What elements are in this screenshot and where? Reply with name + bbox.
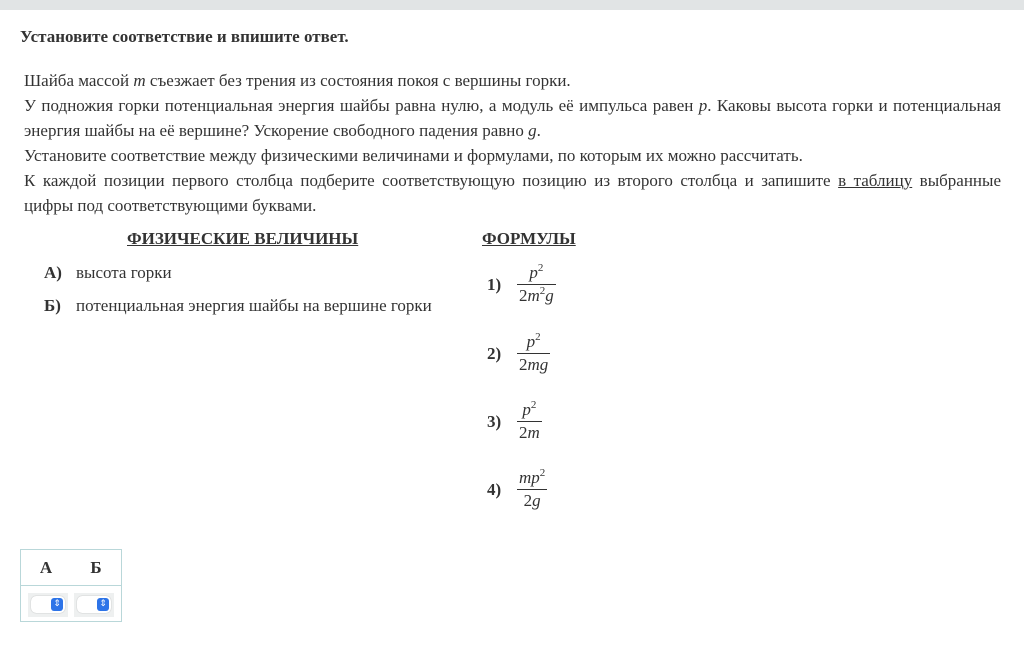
- answer-table-header: [21, 550, 121, 586]
- answer-column-b: Б: [90, 558, 102, 577]
- problem-statement: [24, 68, 1001, 218]
- quantity-label: Б): [44, 296, 61, 315]
- numerator-var: p: [522, 400, 531, 419]
- exponent: 2: [537, 262, 544, 274]
- text: Шайба массой: [24, 71, 134, 90]
- coef: 2: [523, 491, 533, 510]
- quantity-item-a: [44, 263, 172, 283]
- text: К каждой позиции первого столбца подберите соответствующую позицию из второго столбца и запишите: [24, 171, 839, 190]
- answer-cell-a: [28, 593, 68, 617]
- exponent: 2: [539, 285, 546, 297]
- formula-item-2: [487, 332, 550, 375]
- answer-cell-b: [74, 593, 114, 617]
- select-chevron-icon: ⇕: [51, 598, 63, 611]
- statement-line-3: [24, 143, 1001, 168]
- formula-item-1: [487, 263, 556, 306]
- numerator: [517, 468, 547, 489]
- quantity-label: А): [44, 263, 62, 282]
- numerator-var: p: [529, 263, 538, 282]
- formula-fraction: [517, 332, 550, 375]
- formula-fraction: [517, 400, 542, 443]
- physical-quantities-header: ФИЗИЧЕСКИЕ ВЕЛИЧИНЫ: [127, 229, 359, 248]
- coef: 2: [519, 423, 528, 442]
- formula-fraction: [517, 468, 547, 511]
- numerator: [520, 400, 538, 421]
- exponent: 2: [535, 331, 541, 343]
- top-bar: [0, 0, 1024, 10]
- text: выбранные цифры под соответствующими буквами.: [24, 171, 1001, 215]
- task-title: Установите соответствие и впишите ответ.: [20, 27, 349, 46]
- formulas-header: ФОРМУЛЫ: [482, 229, 576, 248]
- text: съезжает без трения из состояния покоя с вершины горки.: [145, 71, 571, 90]
- statement-line-4: [24, 168, 1001, 218]
- answer-select-b[interactable]: [77, 596, 111, 613]
- formula-number: 1): [487, 274, 502, 294]
- answer-column-a: А: [39, 558, 53, 577]
- formula-item-3: [487, 400, 542, 443]
- denominator: [517, 285, 556, 306]
- denominator: [517, 422, 542, 443]
- formula-number: 2): [487, 343, 502, 363]
- variable-p: p: [698, 96, 708, 115]
- coef: 2: [519, 355, 528, 374]
- denominator: [517, 354, 550, 375]
- variable-m: m: [133, 71, 146, 90]
- numerator-var: p: [526, 332, 536, 351]
- quantity-item-b: [44, 296, 432, 316]
- answer-table-inputs: [21, 586, 121, 623]
- quantity-text: высота горки: [76, 263, 172, 282]
- var: mg: [527, 355, 549, 374]
- formula-item-4: [487, 468, 547, 511]
- formula-number: 3): [487, 411, 502, 431]
- numerator-var: mp: [519, 468, 540, 487]
- var: g: [545, 286, 554, 305]
- text: .: [536, 121, 541, 140]
- text: Установите соответствие между физическими величинами и формулами, по которым их можно рассчитать.: [24, 146, 803, 165]
- answer-table-link[interactable]: в таблицу: [838, 171, 913, 190]
- var: m: [527, 286, 540, 305]
- quantity-text: потенциальная энергия шайбы на вершине горки: [76, 296, 432, 315]
- formula-number: 4): [487, 479, 502, 499]
- statement-line-1: [24, 68, 1001, 93]
- text: У подножия горки потенциальная энергия шайбы равна нулю, а модуль её импульса равен: [24, 96, 699, 115]
- variable-g: g: [528, 121, 537, 140]
- var: m: [527, 423, 540, 442]
- coef: 2: [519, 286, 528, 305]
- var: g: [532, 491, 541, 510]
- answer-table: [20, 549, 122, 622]
- text: . Каковы высота горки и потенциальная энергия шайбы на её вершине? Ускорение свободного падения равно: [24, 96, 1001, 140]
- numerator: [527, 263, 545, 284]
- formula-fraction: [517, 263, 556, 306]
- answer-select-a[interactable]: [31, 596, 65, 613]
- statement-line-2: [24, 93, 1001, 143]
- select-chevron-icon: ⇕: [97, 598, 109, 611]
- numerator: [525, 332, 543, 353]
- denominator: [522, 490, 543, 511]
- exponent: 2: [539, 467, 546, 479]
- exponent: 2: [530, 399, 537, 411]
